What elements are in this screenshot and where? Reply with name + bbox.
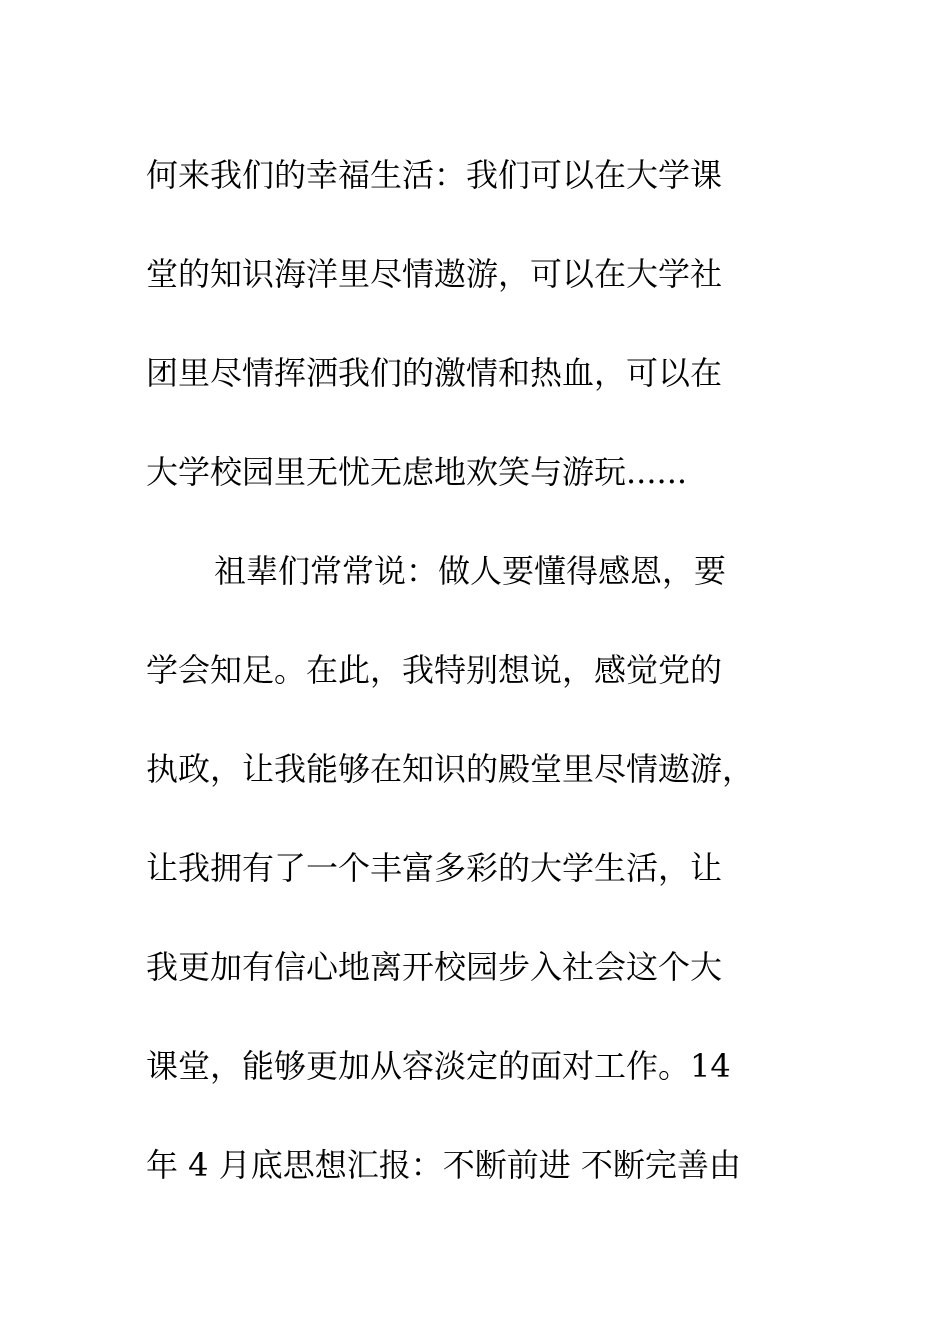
- text-line: 我更加有信心地离开校园步入社会这个大: [146, 948, 723, 986]
- text-line: 堂的知识海洋里尽情遨游，可以在大学社: [146, 255, 723, 293]
- text-line: 年 4 月底思想汇报：不断前进 不断完善由: [146, 1146, 741, 1184]
- text-line: 团里尽情挥洒我们的激情和热血，可以在: [146, 354, 723, 392]
- body-text: [146, 126, 806, 1215]
- text-line: 执政，让我能够在知识的殿堂里尽情遨游，: [146, 750, 755, 788]
- text-line: 学会知足。在此，我特别想说，感觉党的: [146, 651, 723, 689]
- text-line: 课堂，能够更加从容淡定的面对工作。14: [146, 1047, 731, 1085]
- text-line: 让我拥有了一个丰富多彩的大学生活，让: [146, 849, 723, 887]
- text-line: 大学校园里无忧无虑地欢笑与游玩......: [146, 453, 688, 491]
- text-line: 何来我们的幸福生活：我们可以在大学课: [146, 156, 723, 194]
- paragraph-start-line: 祖辈们常常说：做人要懂得感恩，要: [214, 552, 727, 590]
